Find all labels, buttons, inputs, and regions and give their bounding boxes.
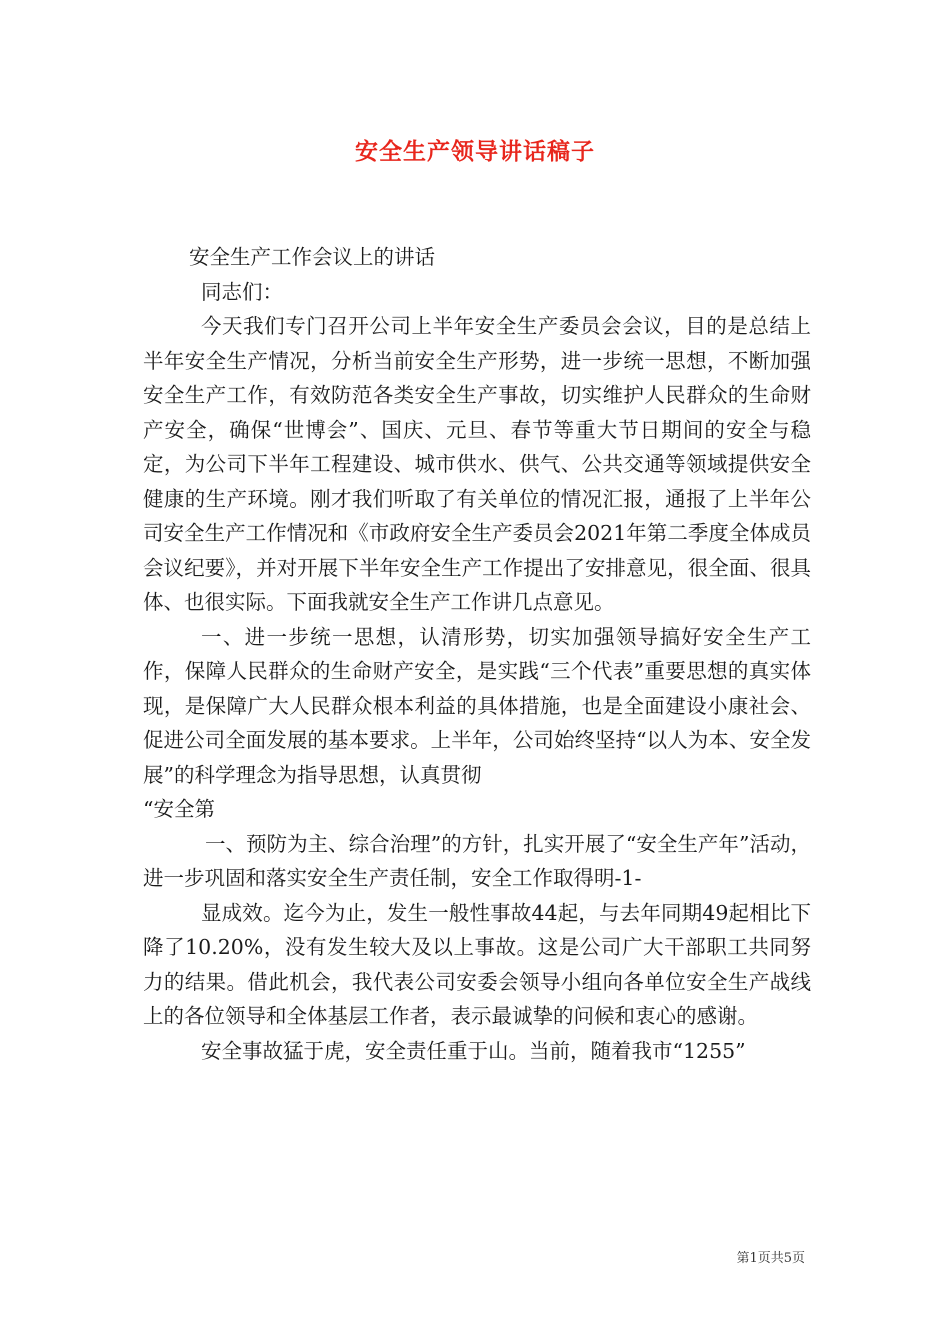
speech-subtitle: 安全生产工作会议上的讲话 xyxy=(189,245,435,269)
document-body xyxy=(143,240,811,1068)
paragraph-current: 安全事故猛于虎，安全责任重于山。当前，随着我市“1255” xyxy=(201,1038,746,1063)
paragraph-results: 显成效。迄今为止，发生一般性事故44起，与去年同期49起相比下降了10.20%，没有发生较大及以上事故。这是公司广大干部职工共同努力的结果。借此机会，我代表公司安委会领导小组向各单位安全生产战线上的各位领导和全体基层工作者，表示最诚挚的问候和衷心的感谢。 xyxy=(143,900,811,1028)
greeting: 同志们： xyxy=(201,279,283,304)
paragraph-section-one: 一、进一步统一思想，认清形势，切实加强领导搞好安全生产工作，保障人民群众的生命财产安全，是实践“三个代表”重要思想的真实体现，是保障广大人民群众根本利益的具体措施，也是全面建设小康社会、促进公司全面发展的基本要求。上半年，公司始终坚持“以人为本、安全发展”的科学理念为指导思想，认真贯彻 xyxy=(143,624,811,787)
document-title: 安全生产领导讲话稿子 xyxy=(355,138,595,165)
paragraph-intro: 今天我们专门召开公司上半年安全生产委员会会议，目的是总结上半年安全生产情况，分析当前安全生产形势，进一步统一思想，不断加强安全生产工作，有效防范各类安全生产事故，切实维护人民群众的生命财产安全，确保“世博会”、国庆、元旦、春节等重大节日期间的安全与稳定，为公司下半年工程建设、城市供水、供气、公共交通等领域提供安全健康的生产环境。刚才我们听取了有关单位的情况汇报，通报了上半年公司安全生产工作情况和《市政府安全生产委员会2021年第二季度全体成员会议纪要》，并对开展下半年安全生产工作提出了安排意见，很全面、很具体、也很实际。下面我就安全生产工作讲几点意见。 xyxy=(143,314,811,614)
paragraph-fragment: “安全第 xyxy=(143,797,215,821)
page-number: 第1页共5页 xyxy=(736,1251,805,1266)
paragraph-policy: 一、预防为主、综合治理”的方针，扎实开展了“安全生产年”活动，进一步巩固和落实安全生产责任制，安全工作取得明-1- xyxy=(143,831,811,890)
